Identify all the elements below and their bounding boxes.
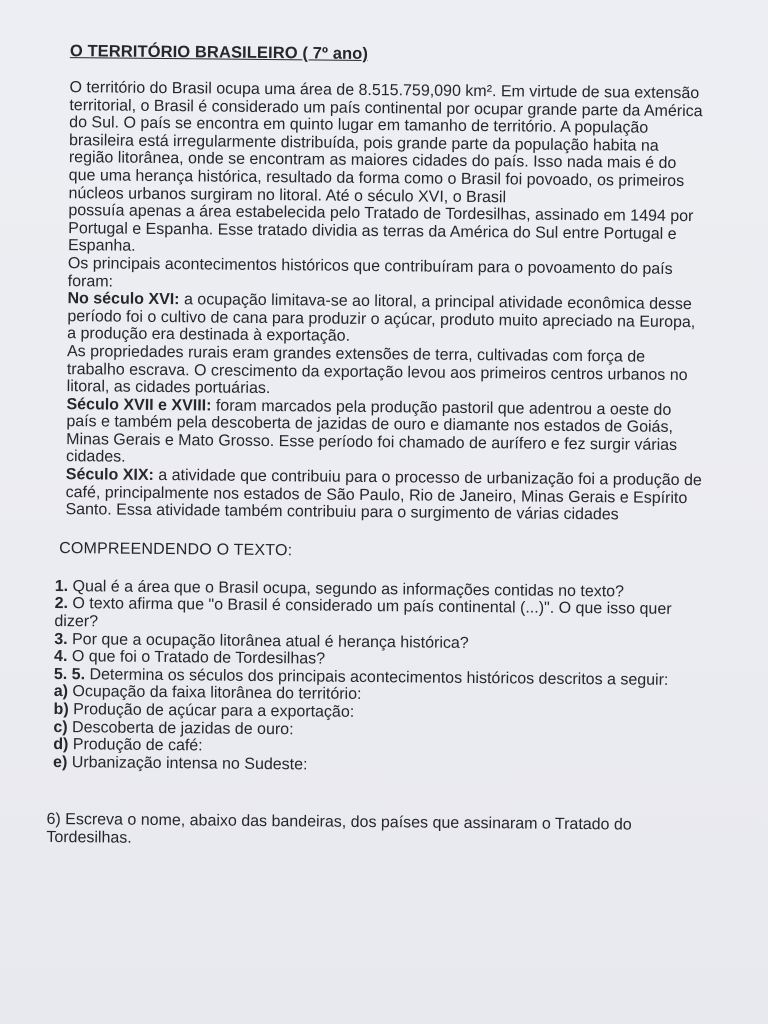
- question-2-number: 2.: [54, 595, 69, 613]
- question-5-text: Determina os séculos dos principais acontecimentos históricos descritos a seguir:: [84, 666, 669, 689]
- question-6: 6) Escreva o nome, abaixo das bandeiras, dos países que assinaram o Tratado do Tordesilhas.: [46, 811, 632, 848]
- item-a-label: a): [53, 683, 69, 701]
- question-1-number: 1.: [54, 577, 69, 595]
- intro-paragraph-3: Os principais acontecimentos históricos que contribuíram para o povoamento do país foram:: [67, 255, 673, 291]
- seculo-xvii-xviii-paragraph: [66, 396, 705, 472]
- seculo-xvii-xviii-text: foram marcados pela produção pastoril que adentrou a oeste do país e também pela descoberta de jazidas de ouro e diamante nos estados de Goiás, Minas Gerais e Mato Grosso. Esse período foi chamado de aurífero e fez surgir várias cidades.: [65, 397, 678, 467]
- seculo-xix-paragraph: [65, 466, 703, 525]
- question-5-number: 5.: [53, 665, 68, 683]
- intro-paragraph-2: possuía apenas a área estabelecida pelo Tratado de Tordesilhas, assinado em 1494 por Portugal e Espanha. Esse tratado dividia as terras da América do Sul entre Portugal e Espanha.: [67, 202, 694, 256]
- item-b-text: Produção de açúcar para a exportação:: [68, 701, 355, 721]
- seculo-xvii-xviii-label: Século XVII e XVIII:: [66, 395, 212, 415]
- question-3-text: Por que a ocupação litorânea atual é herança histórica?: [67, 630, 469, 652]
- item-d-label: d): [53, 736, 69, 754]
- question-4-number: 4.: [54, 648, 68, 666]
- item-c-label: c): [53, 718, 68, 736]
- item-e-label: e): [53, 753, 68, 771]
- question-3-number: 3.: [54, 630, 68, 648]
- section-heading: COMPREENDENDO O TEXTO:: [59, 539, 293, 560]
- seculo-xvi-paragraph: [67, 290, 705, 349]
- question-1-text: Qual é a área que o Brasil ocupa, segundo as informações contidas no texto?: [68, 577, 625, 601]
- item-c-text: Descoberta de jazidas de ouro:: [67, 718, 294, 738]
- seculo-xix-label: Século XIX:: [65, 466, 154, 484]
- seculo-xix-text: a atividade que contribuiu para o processo de urbanização foi a produção de café, principalmente nos estados de São Paulo, Rio de Janeiro, Minas Gerais e Espírito Santo. Essa atividade também contribuiu para o surgimento de várias cidades: [65, 466, 702, 524]
- questions-list: [46, 577, 703, 854]
- seculo-xvi-text: a ocupação limitava-se ao litoral, a principal atividade econômica desse período foi o cultivo de cana para produzir o açúcar, produto muito apreciado na Europa, a produção era destinada à exportação.: [67, 291, 696, 346]
- item-e-text: Urbanização intensa no Sudeste:: [67, 753, 308, 774]
- item-a-text: Ocupação da faixa litorânea do território:: [67, 683, 362, 704]
- seculo-xvi-extra-paragraph: As propriedades rurais eram grandes extensões de terra, cultivadas com força de trabalho escrava. O crescimento da exportação levou aos primeiros centros urbanos no litoral, as cidades portuárias.: [66, 342, 688, 398]
- worksheet-content: [46, 42, 708, 854]
- intro-paragraph-1: O território do Brasil ocupa uma área de 8.515.759,090 km². Em virtude de sua extensão territorial, o Brasil é considerado um país continental por ocupar grande parte da América do Sul. O país se encontra em quinto lugar em tamanho de território. A população brasileira está irregularmente distribuída, pois grande parte da população habita na região litorânea, onde se encontram as maiores cidades do país. Isso nada mais é do que uma herança histórica, resultado da forma como o Brasil foi povoado, os primeiros núcleos urbanos surgiram no litoral. Até o século XVI, o Brasil: [68, 79, 703, 206]
- question-4-text: O que foi o Tratado de Tordesilhas?: [67, 648, 326, 668]
- seculo-xvi-label: No século XVI:: [67, 290, 180, 309]
- item-b-label: b): [53, 700, 69, 719]
- page-title: O TERRITÓRIO BRASILEIRO ( 7º ano): [69, 42, 369, 63]
- question-2-text: O texto afirma que "o Brasil é considerado um país continental (...)". O que isso quer dizer?: [54, 595, 672, 631]
- item-d-text: Produção de café:: [68, 736, 203, 755]
- question-5-number-repeat: 5.: [67, 665, 86, 684]
